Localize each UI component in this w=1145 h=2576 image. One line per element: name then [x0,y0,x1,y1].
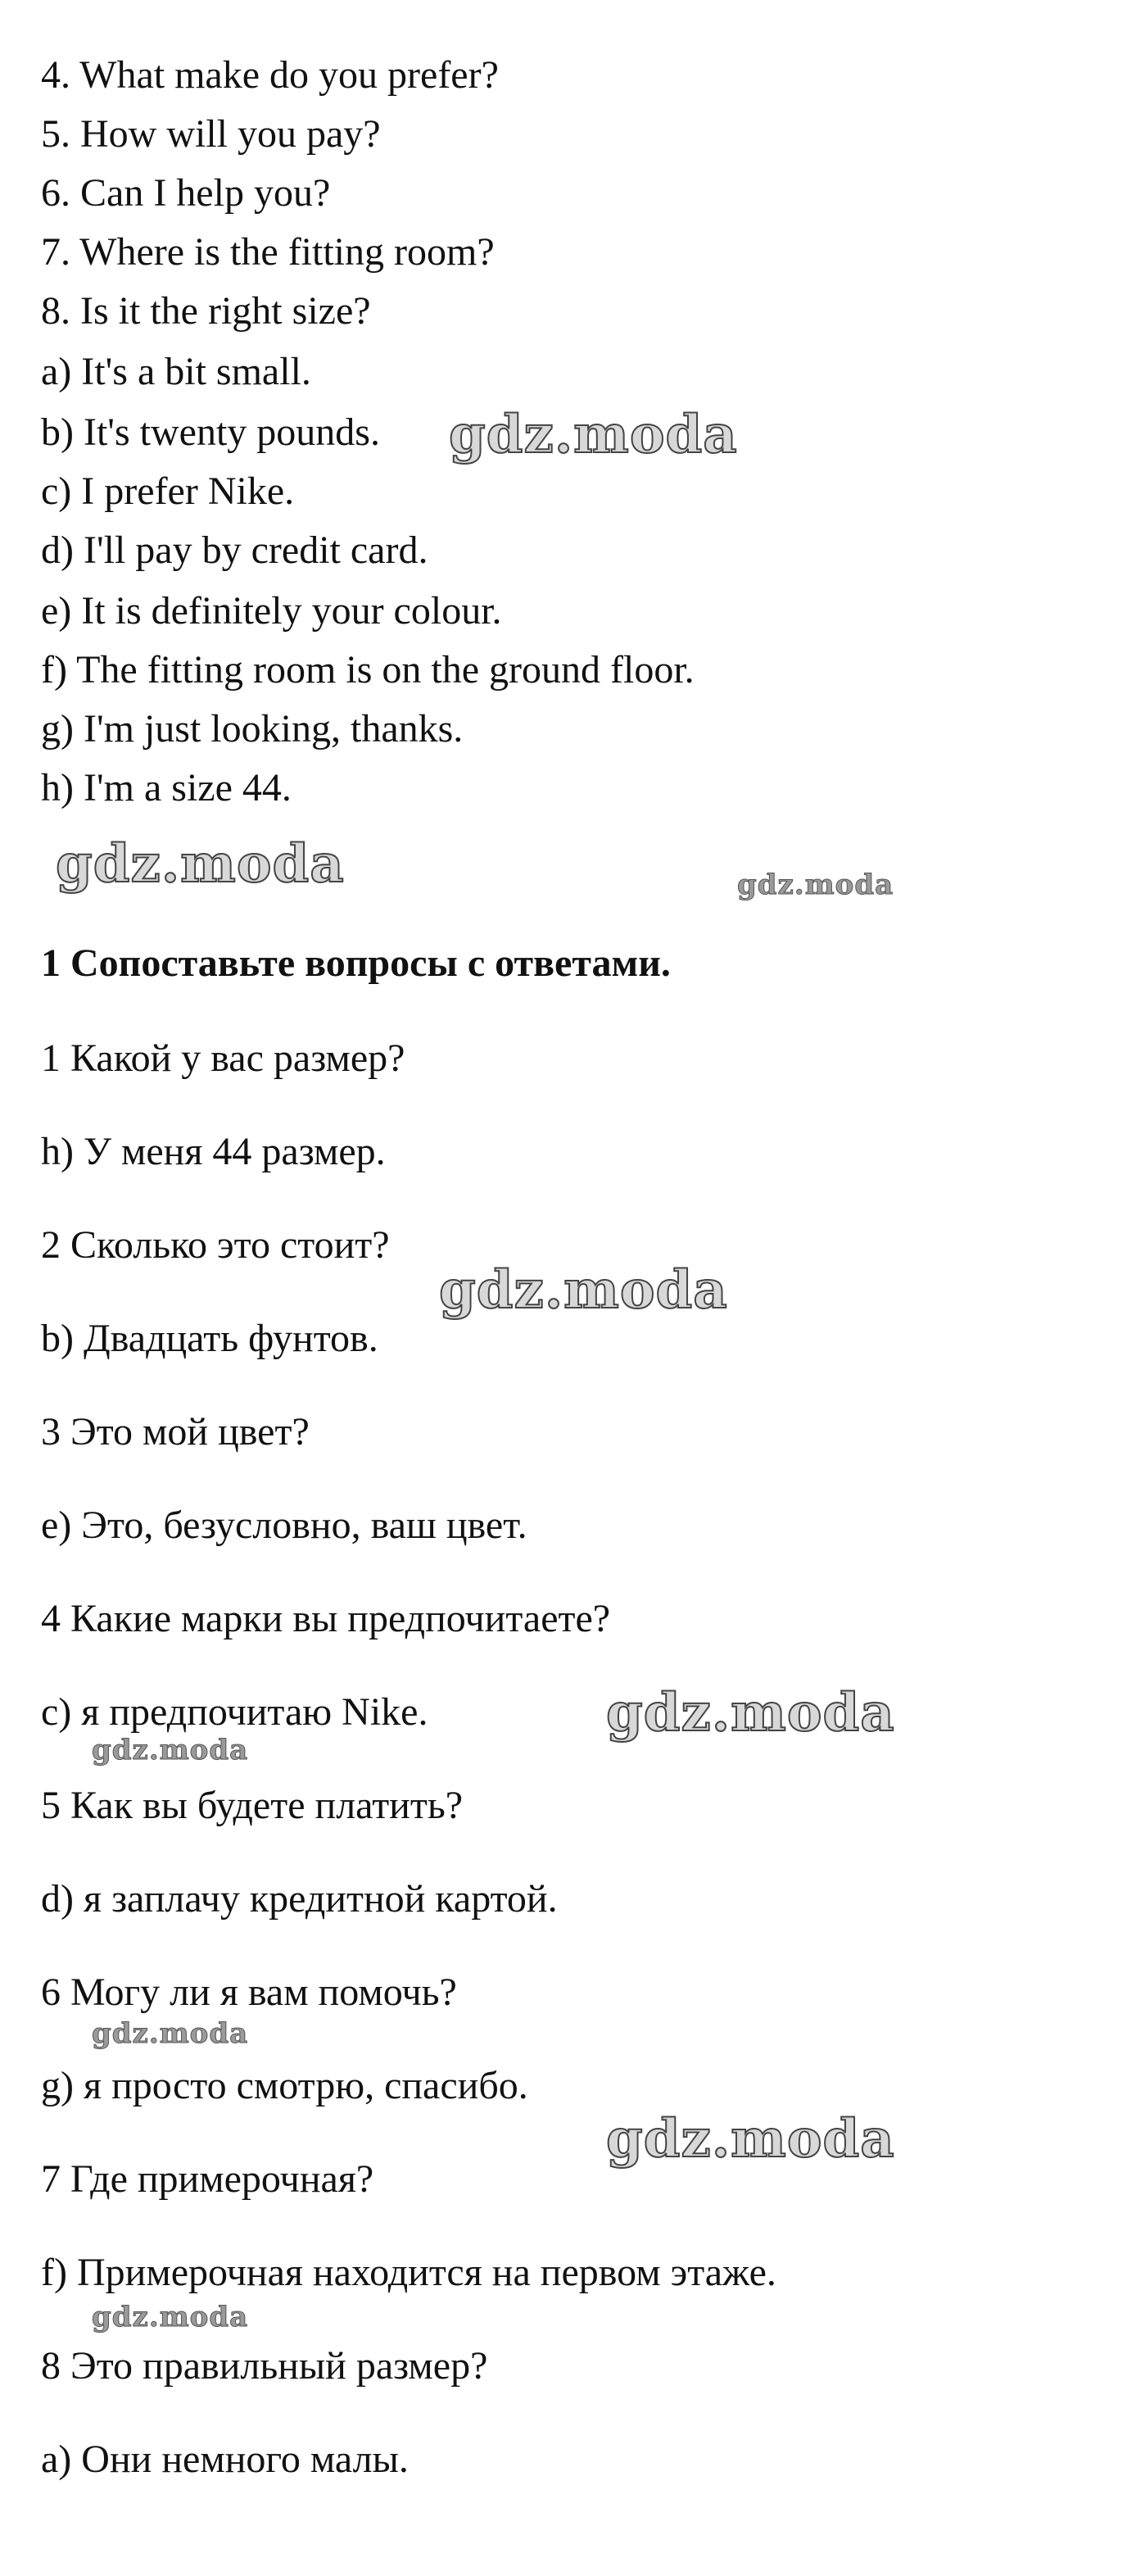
watermark: gdz.moda [56,833,345,895]
exercise-line-q4: 4. What make do you prefer? [41,53,499,97]
exercise-line-g: g) I'm just looking, thanks. [41,707,464,751]
exercise-line-a: a) It's a bit small. [41,350,311,393]
translation-line: 8 Это правильный размер? [41,2344,488,2388]
exercise-line-h: h) I'm a size 44. [41,766,292,810]
exercise-line-q5: 5. How will you pay? [41,112,381,156]
watermark: gdz.moda [92,2301,249,2333]
translation-line: 4 Какие марки вы предпочитаете? [41,1597,611,1640]
translation-line: 3 Это мой цвет? [41,1410,310,1454]
translation-line: b) Двадцать фунтов. [41,1317,378,1360]
translation-line: 6 Могу ли я вам помочь? [41,1971,457,2014]
exercise-line-q6: 6. Can I help you? [41,171,331,215]
translation-line: h) У меня 44 размер. [41,1130,386,1173]
exercise-line-q7: 7. Where is the fitting room? [41,230,495,274]
translation-line: g) я просто смотрю, спасибо. [41,2064,528,2107]
translation-line: c) я предпочитаю Nike. [41,1690,428,1734]
watermark: gdz.moda [449,404,738,465]
translation-heading: 1 Сопоставьте вопросы с ответами. [41,941,671,985]
translation-line: e) Это, безусловно, ваш цвет. [41,1503,527,1547]
translation-line: 2 Сколько это стоит? [41,1223,390,1267]
exercise-line-c: c) I prefer Nike. [41,469,295,513]
exercise-line-f: f) The fitting room is on the ground floor. [41,648,695,692]
translation-line: 1 Какой у вас размер? [41,1036,405,1080]
exercise-line-d: d) I'll pay by credit card. [41,528,428,572]
translation-line: a) Они немного малы. [41,2438,409,2481]
translation-line: 7 Где примерочная? [41,2157,374,2201]
watermark: gdz.moda [92,1734,249,1766]
watermark: gdz.moda [92,2017,249,2050]
translation-line: 5 Как вы будете платить? [41,1784,464,1827]
watermark: gdz.moda [606,1682,895,1744]
watermark: gdz.moda [606,2108,895,2170]
watermark: gdz.moda [737,868,894,901]
exercise-line-e: e) It is definitely your colour. [41,589,502,633]
exercise-line-q8: 8. Is it the right size? [41,289,371,333]
exercise-line-b: b) It's twenty pounds. [41,410,380,454]
watermark: gdz.moda [439,1259,728,1321]
translation-line: d) я заплачу кредитной картой. [41,1877,558,1921]
translation-line: f) Примерочная находится на первом этаже. [41,2251,776,2294]
